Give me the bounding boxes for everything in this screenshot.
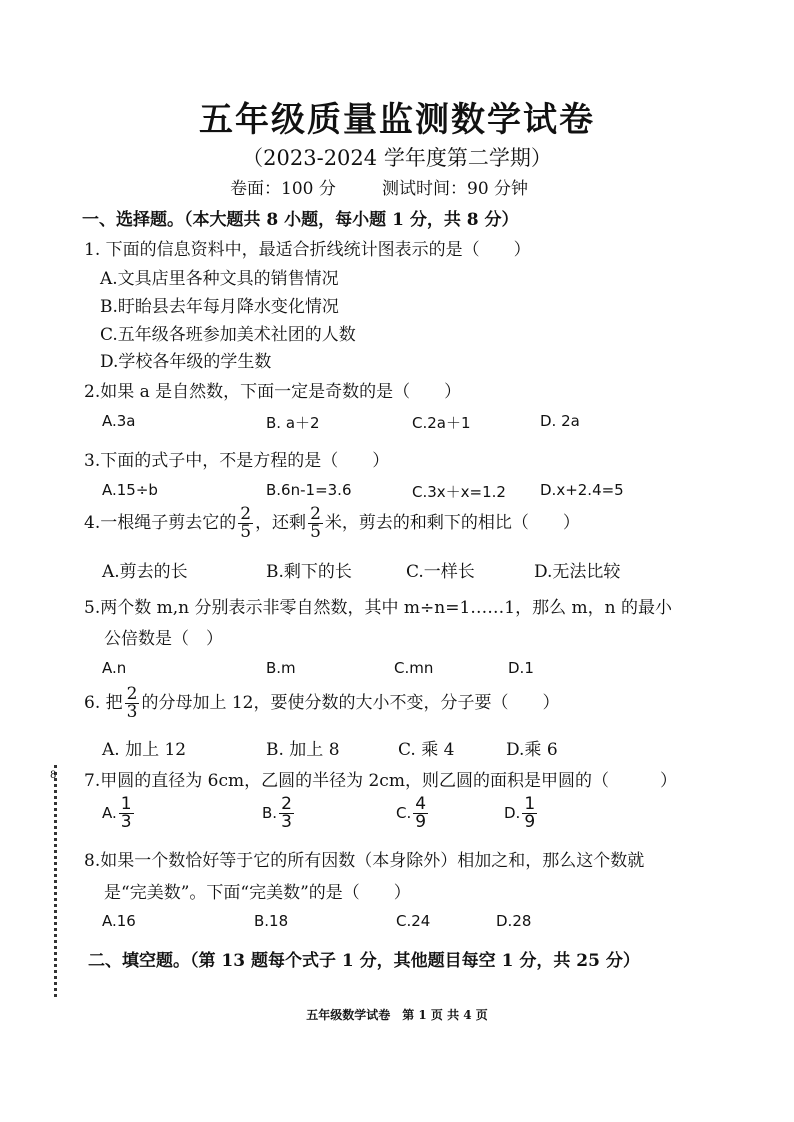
question-6-stem bbox=[84, 686, 560, 721]
exam-subtitle: （2023-2024 学年度第二学期） bbox=[242, 146, 552, 170]
section-1-heading: 一、选择题。（本大题共 8 小题，每小题 1 分，共 8 分） bbox=[82, 210, 519, 230]
option-label: C. bbox=[396, 804, 412, 822]
question-8-option-c: C.24 bbox=[396, 912, 431, 930]
question-6-option-d: D.乘 6 bbox=[506, 740, 558, 760]
question-2-stem: 2.如果 a 是自然数，下面一定是奇数的是（ ） bbox=[84, 382, 462, 402]
question-7-option-c-fraction bbox=[413, 796, 428, 831]
question-3-option-b: B.6n-1=3.6 bbox=[266, 481, 352, 499]
option-label: D. bbox=[504, 804, 521, 822]
question-2-option-b: B. a＋2 bbox=[266, 414, 320, 432]
question-5-option-a: A.n bbox=[102, 659, 127, 677]
question-4-option-c: C.一样长 bbox=[406, 562, 475, 582]
page-footer: 五年级数学试卷 第 1 页 共 4 页 bbox=[306, 1008, 488, 1022]
question-3-stem: 3.下面的式子中，不是方程的是（ ） bbox=[84, 451, 390, 471]
binding-margin-dotted-line bbox=[54, 765, 57, 997]
question-2-option-c: C.2a＋1 bbox=[412, 414, 471, 432]
option-label: B. bbox=[262, 804, 278, 822]
question-1-option-a: A.文具店里各种文具的销售情况 bbox=[100, 269, 339, 289]
question-4-fraction-2 bbox=[308, 506, 323, 541]
question-8-stem-line-1: 8.如果一个数恰好等于它的所有因数（本身除外）相加之和，那么这个数就 bbox=[84, 851, 645, 871]
fraction-denominator: 3 bbox=[120, 812, 132, 832]
fraction-denominator: 5 bbox=[240, 522, 252, 542]
question-5-option-b: B.m bbox=[266, 659, 296, 677]
question-3-option-a: A.15÷b bbox=[102, 481, 158, 499]
question-4-fraction-1 bbox=[238, 506, 253, 541]
fraction-numerator: 1 bbox=[524, 794, 536, 814]
question-4-option-a: A.剪去的长 bbox=[102, 562, 188, 582]
question-7-option-a bbox=[102, 796, 136, 831]
question-6-option-c: C. 乘 4 bbox=[398, 740, 455, 760]
fraction-numerator: 4 bbox=[415, 794, 427, 814]
fraction-numerator: 1 bbox=[120, 794, 132, 814]
question-5-stem-line-2: 公倍数是（ ） bbox=[104, 629, 223, 649]
fraction-numerator: 2 bbox=[281, 794, 292, 814]
fraction-numerator: 2 bbox=[310, 504, 321, 524]
question-8-option-b: B.18 bbox=[254, 912, 289, 930]
question-3-option-d: D.x+2.4=5 bbox=[540, 481, 624, 499]
question-4-option-b: B.剩下的长 bbox=[266, 562, 352, 582]
option-label: A. bbox=[102, 804, 117, 822]
question-6-stem-part-1: 6. 把 bbox=[84, 693, 123, 713]
question-4-option-d: D.无法比较 bbox=[534, 562, 621, 582]
question-8-option-d: D.28 bbox=[496, 912, 532, 930]
question-7-option-d-fraction bbox=[522, 796, 537, 831]
question-7-option-b-fraction bbox=[279, 796, 294, 831]
question-6-option-a: A. 加上 12 bbox=[102, 740, 187, 760]
question-1-option-b: B.盱眙县去年每月降水变化情况 bbox=[100, 297, 339, 317]
question-4-stem bbox=[84, 506, 580, 541]
fraction-denominator: 3 bbox=[281, 812, 292, 832]
question-1-stem: 1. 下面的信息资料中，最适合折线统计图表示的是（ ） bbox=[84, 240, 531, 260]
question-7-option-a-fraction bbox=[119, 796, 134, 831]
question-4-stem-part-3: 米，剪去的和剩下的相比（ ） bbox=[324, 513, 580, 533]
question-5-stem-line-1: 5.两个数 m,n 分别表示非零自然数，其中 m÷n=1……1，那么 m，n 的最小 bbox=[84, 598, 672, 618]
question-2-option-a: A.3a bbox=[102, 412, 136, 430]
binding-margin-mark: 8 bbox=[50, 770, 57, 781]
fraction-numerator: 2 bbox=[240, 504, 252, 524]
question-5-option-d: D.1 bbox=[508, 659, 534, 677]
question-1-option-d: D.学校各年级的学生数 bbox=[100, 352, 272, 372]
time-info: 测试时间：90 分钟 bbox=[382, 179, 529, 199]
question-7-option-b bbox=[262, 796, 296, 831]
question-6-fraction bbox=[125, 686, 140, 721]
question-2-option-d: D. 2a bbox=[540, 412, 580, 430]
question-7-option-c bbox=[396, 796, 430, 831]
question-8-stem-line-2: 是“完美数”。下面“完美数”的是（ ） bbox=[104, 883, 411, 903]
fraction-numerator: 2 bbox=[126, 684, 138, 704]
question-8-option-a: A.16 bbox=[102, 912, 136, 930]
fraction-denominator: 5 bbox=[310, 522, 321, 542]
fraction-denominator: 3 bbox=[126, 702, 138, 722]
question-6-stem-part-2: 的分母加上 12，要使分数的大小不变，分子要（ ） bbox=[141, 693, 560, 713]
question-6-option-b: B. 加上 8 bbox=[266, 740, 340, 760]
fraction-denominator: 9 bbox=[415, 812, 427, 832]
fraction-denominator: 9 bbox=[524, 812, 536, 832]
score-info: 卷面：100 分 bbox=[230, 179, 336, 199]
question-1-option-c: C.五年级各班参加美术社团的人数 bbox=[100, 325, 356, 345]
question-4-stem-part-1: 4.一根绳子剪去它的 bbox=[84, 513, 237, 533]
exam-title: 五年级质量监测数学试卷 bbox=[199, 100, 595, 140]
question-3-option-c: C.3x＋x=1.2 bbox=[412, 483, 506, 501]
section-2-heading: 二、填空题。（第 13 题每个式子 1 分，其他题目每空 1 分，共 25 分） bbox=[88, 951, 640, 971]
question-4-stem-part-2: ，还剩 bbox=[255, 513, 307, 533]
question-7-option-d bbox=[504, 796, 539, 831]
question-5-option-c: C.mn bbox=[394, 659, 434, 677]
question-7-stem: 7.甲圆的直径为 6cm，乙圆的半径为 2cm，则乙圆的面积是甲圆的（ ） bbox=[84, 771, 677, 791]
